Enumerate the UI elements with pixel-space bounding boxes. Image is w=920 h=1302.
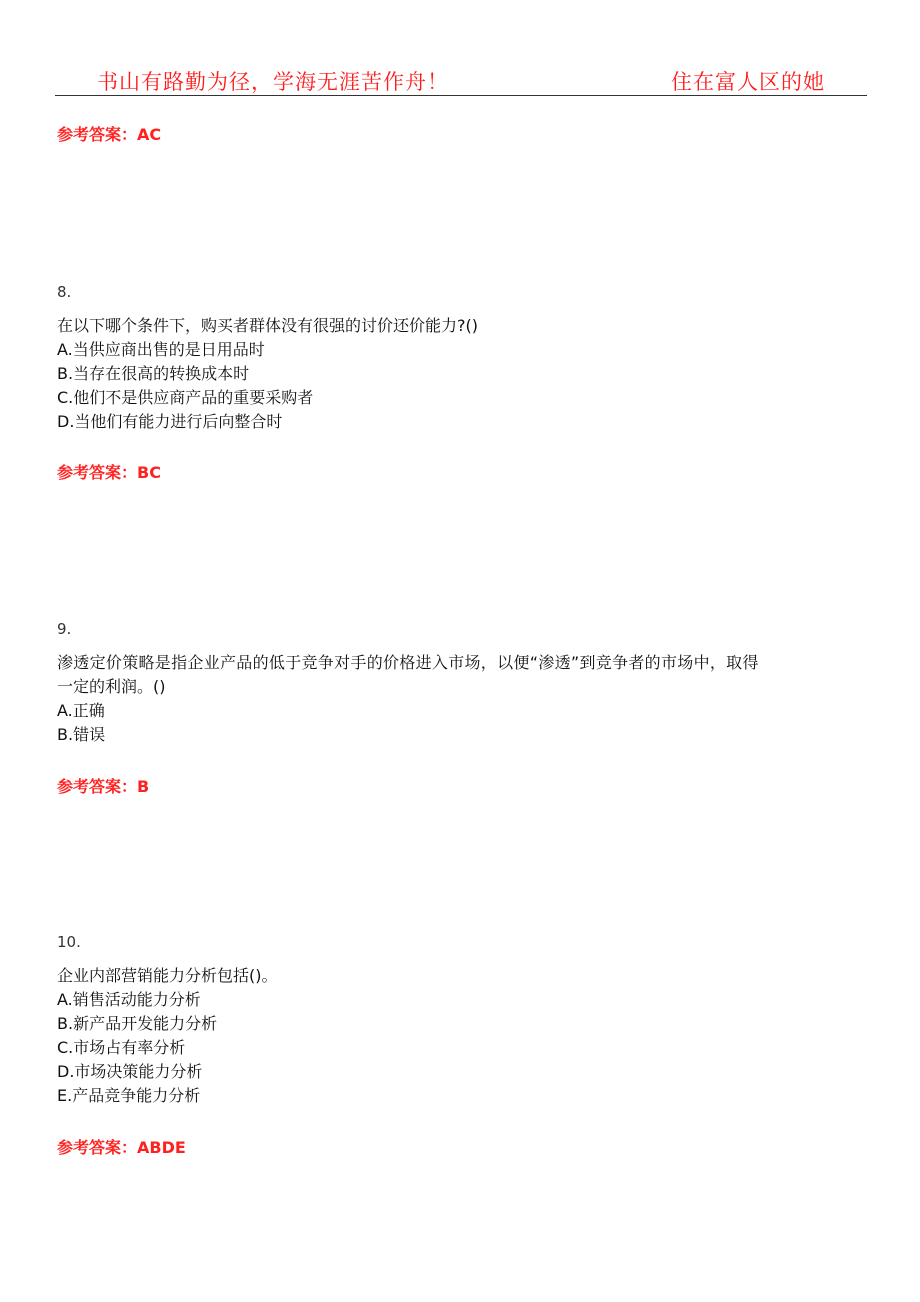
option-b: B.错误: [57, 725, 106, 744]
option-b: B.新产品开发能力分析: [57, 1014, 218, 1033]
answer-prev: [57, 122, 161, 145]
question-9-stem-line-2: 一定的利润。(): [57, 677, 166, 696]
question-10-number: 10.: [57, 933, 81, 951]
question-9-stem: [57, 651, 869, 747]
option-a: A.当供应商出售的是日用品时: [57, 340, 265, 359]
option-c: C.市场占有率分析: [57, 1038, 186, 1057]
option-b: B.当存在很高的转换成本时: [57, 364, 250, 383]
option-a: A.销售活动能力分析: [57, 990, 201, 1009]
answer-value: B: [137, 777, 150, 796]
option-e: E.产品竞争能力分析: [57, 1086, 201, 1105]
question-8-stem: 在以下哪个条件下，购买者群体没有很强的讨价还价能力?(): [57, 316, 478, 335]
answer-8: [57, 460, 161, 483]
answer-value: BC: [137, 463, 161, 482]
header-motto: 书山有路勤为径，学海无涯苦作舟！: [97, 70, 449, 94]
header-divider: [55, 95, 867, 96]
answer-10: [57, 1135, 186, 1158]
question-9-stem-line-1: 渗透定价策略是指企业产品的低于竞争对手的价格进入市场，以便“渗透”到竞争者的市场中，取得: [57, 653, 759, 672]
question-8-options: [57, 338, 869, 434]
question-8-number: 8.: [57, 283, 72, 301]
option-d: D.当他们有能力进行后向整合时: [57, 412, 283, 431]
question-9-number: 9.: [57, 620, 72, 638]
question-10-stem: 企业内部营销能力分析包括()。: [57, 966, 278, 985]
answer-value: ABDE: [137, 1138, 186, 1157]
header-author: 住在富人区的她: [671, 70, 825, 94]
answer-9: [57, 774, 149, 797]
answer-label: 参考答案：: [57, 1138, 138, 1157]
question-10-options: [57, 988, 869, 1108]
page-header: [0, 62, 920, 98]
answer-value: AC: [137, 125, 162, 144]
answer-label: 参考答案：: [57, 125, 138, 144]
answer-label: 参考答案：: [57, 777, 138, 796]
option-d: D.市场决策能力分析: [57, 1062, 203, 1081]
answer-label: 参考答案：: [57, 463, 138, 482]
option-c: C.他们不是供应商产品的重要采购者: [57, 388, 314, 407]
option-a: A.正确: [57, 701, 105, 720]
